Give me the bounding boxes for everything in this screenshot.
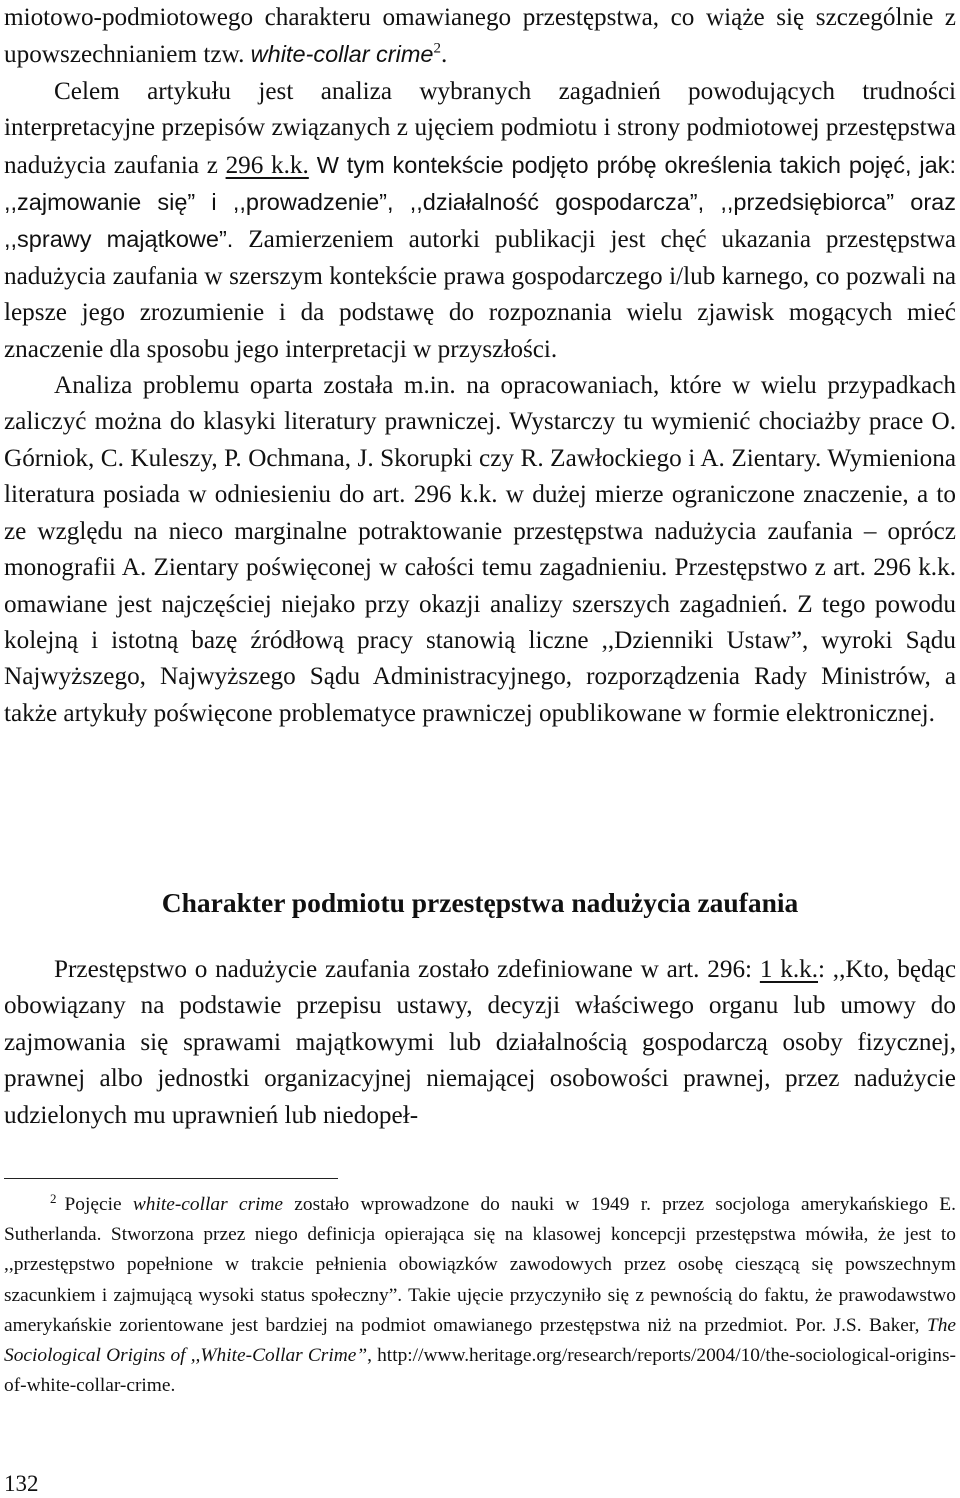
footnote-cited-title: The Sociological Origins of ,,White-Collar Crime” — [4, 1314, 956, 1367]
document-page — [4, 0, 957, 1129]
article-296-para-1-reference: 1 k.k. — [759, 956, 819, 983]
paragraph-2 — [4, 74, 956, 368]
footnote-text-1: Pojęcie — [64, 1194, 133, 1215]
paragraph-1 — [4, 0, 956, 74]
paragraph-1-end: . — [441, 41, 448, 69]
body-text-block-2 — [4, 952, 956, 1134]
paragraph-2-sentence-2: W tym kontekście podjęto próbę określenia takich pojęć, jak: ,,zajmowanie się” i ,,prowadzenie”, ,,działalność gospodarcza”, ,,przedsiębiorca” oraz ,,sprawy majątkowe”. — [4, 151, 956, 253]
footnote-url[interactable]: , http://www.heritage.org/research/reports/2004/10/the-sociological-origins-of-white-collar-crime. — [4, 1345, 956, 1397]
body-text-block — [4, 0, 956, 732]
article-296-reference: 296 k.k. — [225, 151, 309, 179]
paragraph-1-text: miotowo-podmiotowego charakteru omawianego przestępstwa, co wiąże się szczególnie z upowszechnianiem tzw. — [4, 4, 956, 69]
paragraph-2-sentence-3: Zamierzeniem autorki publikacji jest chęć ukazania przestępstwa nadużycia zaufania w szerszym kontekście prawa gospodarczego i/lub karnego, co pozwali na lepsze jego zrozumienie i da podstawę do rozpoznania wielu zjawisk mogących mieć znaczenie dla sposobu jego interpretacji w przyszłości. — [4, 226, 957, 363]
footnote-2 — [4, 1190, 956, 1401]
footnote-text-2: zostało wprowadzone do nauki w 1949 r. przez socjologa amerykańskiego E. Sutherlanda. Stworzona przez niego definicja opierająca się na klasowej koncepcji przestępstwa mówiła, że jest to ,,przestępstwo popełnione w trakcie pełnienia obowiązków zawodowych przez osobę cieszącą się powszechnym szacunkiem i zajmującą wysoki status społeczny”. Takie ujęcie przyczyniło się z pewnością do faktu, że prawodawstwo amerykańskie zorientowane jest bardziej na podmiot omawianego przestępstwa niż na przedmiot. Por. J.S. Baker, — [4, 1194, 956, 1336]
paragraph-2-sentence-1: Celem artykułu jest analiza wybranych zagadnień powodujących trudności interpretacyjne przepisów związanych z ujęciem podmiotu i strony podmiotowej przestępstwa nadużycia zaufania z — [4, 77, 956, 179]
section-heading: Charakter podmiotu przestępstwa nadużycia zaufania — [161, 887, 799, 918]
paragraph-3: Analiza problemu oparta została m.in. na opracowaniach, które w wielu przypadkach zaliczyć można do klasyki literatury prawniczej. Wystarczy tu wymienić chociażby prace O. Górniok, C. Kuleszy, P. Ochmana, J. Skorupki czy R. Zawłockiego i A. Zientary. Wymieniona literatura posiada w odniesieniu do art. 296 k.k. w dużej mierze ograniczone znaczenie, a to ze względu na nieco marginalne potraktowanie przestępstwa nadużycia zaufania – oprócz monografii A. Zientary poświęconej w całości temu zagadnieniu. Przestępstwo z art. 296 k.k. omawiane jest najczęściej niejako przy okazji analizy szerszych zagadnień. Z tego powodu kolejną i istotną bazę źródłową pracy stanowią liczne ,,Dzienniki Ustaw”, wyroki Sądu Najwyższego, Najwyższego Sądu Administracyjnego, rozporządzenia Rady Ministrów, a także artykuły poświęcone problematyce prawniczej opublikowane w formie elektronicznej. — [4, 372, 956, 727]
paragraph-4 — [4, 952, 956, 1134]
footnote-mark: 2 — [50, 1190, 57, 1206]
page-number: 132 — [4, 1471, 39, 1496]
footnote-italic-term: white-collar crime — [132, 1194, 284, 1215]
footnote-ref-2[interactable]: 2 — [433, 41, 441, 58]
footnote-divider — [4, 1178, 338, 1179]
paragraph-4-intro: Przestępstwo o nadużycie zaufania zostało zdefiniowane w art. 296: — [54, 956, 760, 983]
paragraph-4-quote: : ,,Kto, będąc obowiązany na podstawie przepisu ustawy, decyzji właściwego organu lub umowy do zajmowania się sprawami majątkowymi lub działalnością gospodarczą osoby fizycznej, prawnej albo jednostki organizacyjnej niemającej osobowości prawnej, przez nadużycie udzielonych mu uprawnień lub niedopeł- — [4, 956, 956, 1129]
paragraph-1-italic-term: white-collar crime — [250, 41, 434, 68]
